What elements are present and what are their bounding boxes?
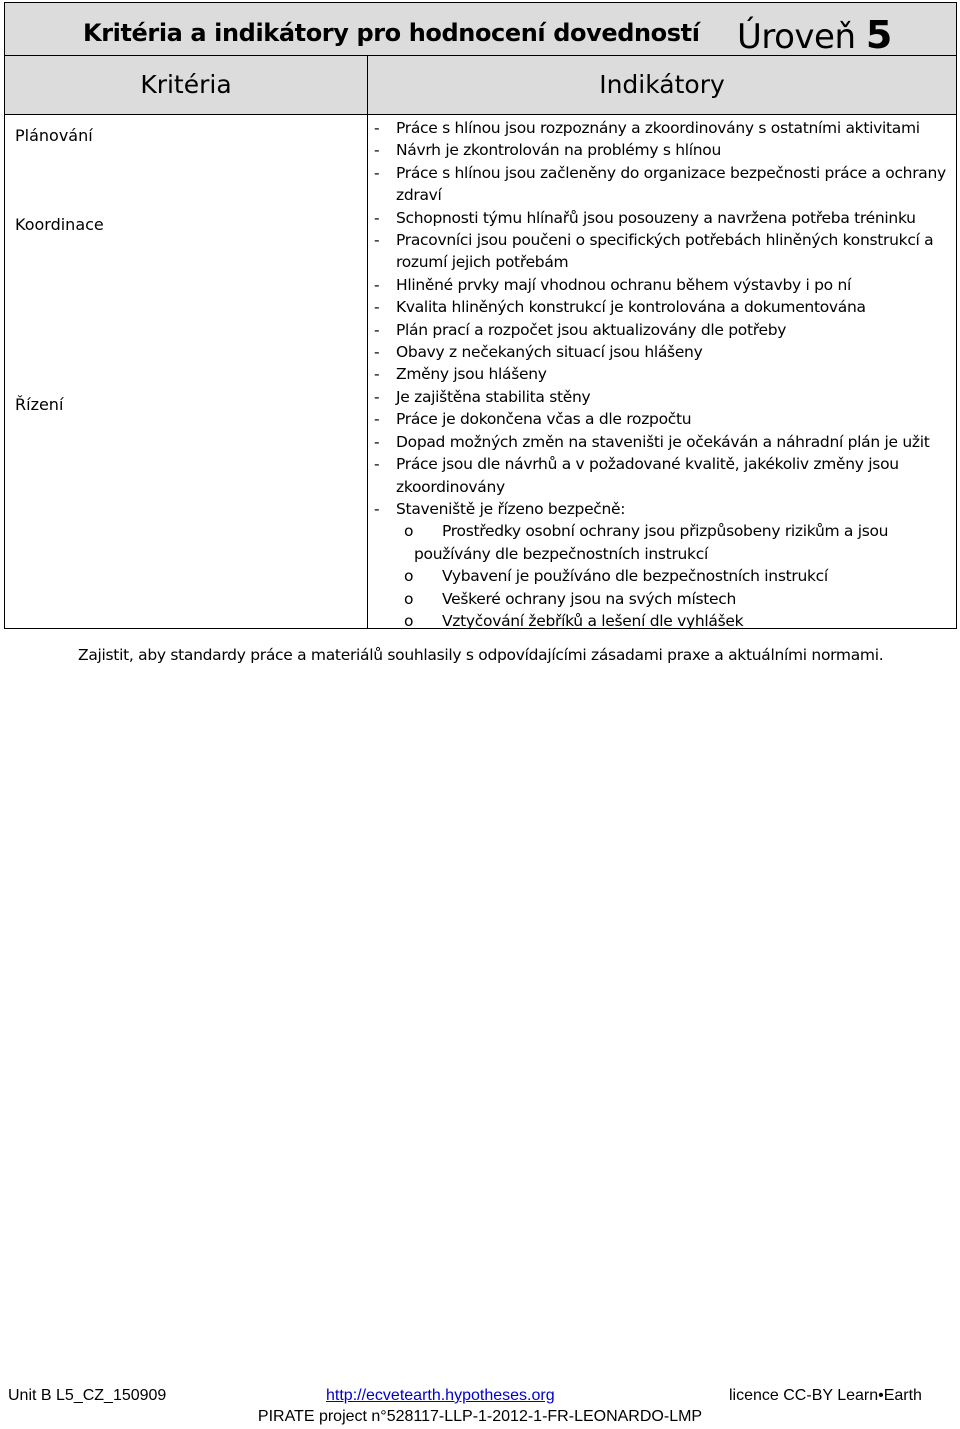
dash-marker: - bbox=[374, 499, 380, 518]
indicator-text: Dopad možných změn na staveništi je očekáván a náhradní plán je užit bbox=[396, 432, 930, 451]
standards-note: Zajistit, aby standardy práce a materiálů souhlasily s odpovídajícími zásadami praxe a aktuálními normami. bbox=[78, 646, 884, 664]
indicator-text: Pracovníci jsou poučeni o specifických potřebách hliněných konstrukcí a rozumí jejich potřebám bbox=[396, 231, 934, 272]
indicator-item bbox=[374, 408, 952, 430]
indicator-item bbox=[374, 319, 952, 341]
indicator-text-continuation: používány dle bezpečnostních instrukcí bbox=[414, 544, 708, 563]
indicator-text: Práce s hlínou jsou rozpoznány a zkoordinovány s ostatními aktivitami bbox=[396, 119, 920, 137]
indicator-text: Práce je dokončena včas a dle rozpočtu bbox=[396, 410, 692, 429]
indicator-item bbox=[374, 207, 952, 229]
level-label: Úroveň bbox=[737, 17, 856, 57]
dash-marker: - bbox=[374, 119, 380, 137]
indicator-text: Plán prací a rozpočet jsou aktualizovány dle potřeby bbox=[396, 320, 787, 339]
dash-marker: - bbox=[374, 298, 380, 317]
indicator-text: Prostředky osobní ochrany jsou přizpůsobeny rizikům a jsou bbox=[442, 522, 889, 541]
indicator-text: Je zajištěna stabilita stěny bbox=[396, 387, 591, 406]
indicator-text: Změny jsou hlášeny bbox=[396, 365, 547, 384]
criterion-coordination: Koordinace bbox=[15, 215, 104, 234]
dash-marker: - bbox=[374, 432, 380, 451]
criteria-table bbox=[4, 2, 957, 629]
indicator-item bbox=[374, 296, 952, 318]
column-header-indicators: Indikátory bbox=[368, 56, 957, 115]
title-row bbox=[5, 3, 957, 56]
page-title: Kritéria a indikátory pro hodnocení dovedností bbox=[83, 19, 700, 47]
criteria-cell bbox=[5, 115, 368, 629]
dash-marker: - bbox=[374, 141, 380, 160]
bullet-marker: o bbox=[404, 589, 414, 608]
dash-marker: - bbox=[374, 343, 380, 362]
column-header-criteria: Kritéria bbox=[5, 56, 368, 115]
indicator-item bbox=[374, 520, 952, 565]
criterion-planning: Plánování bbox=[15, 126, 93, 145]
dash-marker: - bbox=[374, 410, 380, 429]
indicator-text: Veškeré ochrany jsou na svých místech bbox=[442, 589, 736, 608]
criteria-sheet bbox=[4, 2, 956, 629]
dash-marker: - bbox=[374, 320, 380, 339]
indicator-item bbox=[374, 610, 952, 632]
dash-marker: - bbox=[374, 387, 380, 406]
document-id: Unit B L5_CZ_150909 bbox=[8, 1387, 167, 1404]
dash-marker: - bbox=[374, 455, 380, 474]
dash-marker: - bbox=[374, 231, 380, 250]
indicator-item bbox=[374, 363, 952, 385]
project-id: PIRATE project n°528117-LLP-1-2012-1-FR-LEONARDO-LMP bbox=[257, 1408, 703, 1425]
indicator-text: Práce jsou dle návrhů a v požadované kvalitě, jakékoliv změny jsou zkoordinovány bbox=[396, 455, 899, 496]
indicator-item bbox=[374, 431, 952, 453]
dash-marker: - bbox=[374, 208, 380, 227]
indicator-item bbox=[374, 162, 952, 207]
indicator-item bbox=[374, 498, 952, 520]
indicator-item bbox=[374, 117, 952, 139]
indicator-text: Schopnosti týmu hlínařů jsou posouzeny a navržena potřeba tréninku bbox=[396, 208, 916, 227]
indicator-list bbox=[374, 117, 952, 632]
criterion-management: Řízení bbox=[15, 395, 64, 414]
bullet-marker: o bbox=[404, 611, 414, 630]
level-indicator bbox=[737, 13, 892, 57]
bullet-marker: o bbox=[404, 522, 414, 541]
indicator-item bbox=[374, 386, 952, 408]
licence-text: licence CC-BY Learn•Earth bbox=[729, 1387, 922, 1404]
indicator-item bbox=[374, 341, 952, 363]
indicator-text: Staveniště je řízeno bezpečně: bbox=[396, 499, 626, 518]
indicator-item bbox=[374, 229, 952, 274]
bullet-marker: o bbox=[404, 567, 414, 586]
dash-marker: - bbox=[374, 163, 380, 182]
dash-marker: - bbox=[374, 365, 380, 384]
indicator-text: Návrh je zkontrolován na problémy s hlínou bbox=[396, 141, 722, 160]
indicator-item bbox=[374, 274, 952, 296]
indicator-text: Vztyčování žebříků a lešení dle vyhlášek bbox=[442, 611, 744, 630]
indicator-text: Hliněné prvky mají vhodnou ochranu během výstavby i po ní bbox=[396, 275, 851, 294]
indicator-item bbox=[374, 565, 952, 587]
website-link[interactable]: http://ecvetearth.hypotheses.org bbox=[326, 1387, 555, 1404]
dash-marker: - bbox=[374, 275, 380, 294]
indicator-text: Vybavení je používáno dle bezpečnostních instrukcí bbox=[442, 567, 828, 586]
indicator-item bbox=[374, 588, 952, 610]
indicator-text: Obavy z nečekaných situací jsou hlášeny bbox=[396, 343, 703, 362]
indicators-cell bbox=[368, 115, 957, 629]
indicator-text: Práce s hlínou jsou začleněny do organizace bezpečnosti práce a ochrany zdraví bbox=[396, 163, 946, 205]
indicator-item bbox=[374, 453, 952, 498]
level-number: 5 bbox=[865, 13, 892, 57]
indicator-text: Kvalita hliněných konstrukcí je kontrolována a dokumentována bbox=[396, 298, 866, 317]
indicator-item bbox=[374, 139, 952, 161]
